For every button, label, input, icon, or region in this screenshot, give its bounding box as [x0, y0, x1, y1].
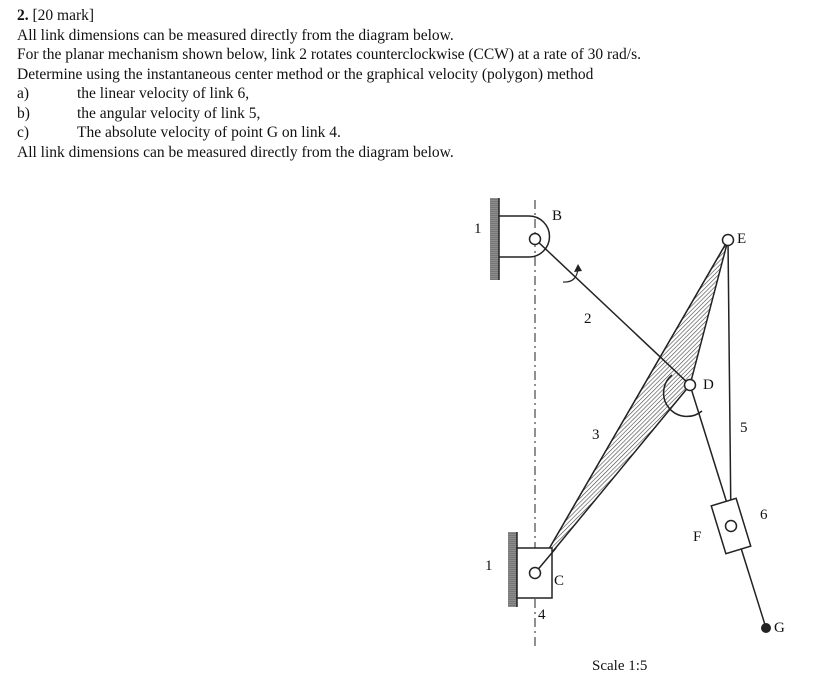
- point-g-dot: [761, 623, 771, 633]
- part-label: a): [17, 85, 30, 102]
- part-text: the angular velocity of link 5,: [77, 104, 261, 122]
- label-link-3: 3: [592, 427, 600, 443]
- part-text: The absolute velocity of point G on link 4.: [77, 124, 341, 141]
- pin-c: [530, 568, 541, 579]
- part-text: the linear velocity of link 6,: [77, 85, 250, 102]
- question-marks: [20 mark]: [32, 7, 95, 24]
- label-e: E: [737, 231, 747, 247]
- pin-b: [530, 234, 541, 245]
- omega-arrowhead: [574, 264, 582, 272]
- label-c: C: [554, 573, 565, 589]
- label-ground-top: 1: [474, 221, 482, 237]
- label-ground-bottom: 1: [485, 558, 493, 574]
- label-link-2: 2: [584, 311, 592, 327]
- pin-f: [726, 521, 737, 532]
- label-link-6: 6: [760, 507, 768, 523]
- pin-d: [685, 380, 696, 391]
- label-link-4: 4: [538, 607, 546, 623]
- ground-bottom: [508, 532, 517, 607]
- label-b: B: [552, 208, 563, 224]
- problem-line-1: For the planar mechanism shown below, link 2 rotates counterclockwise (CCW) at a rate of 30 rad/s.: [17, 46, 641, 63]
- part-label: b): [17, 104, 30, 122]
- pin-e: [723, 235, 734, 246]
- outro-text: All link dimensions can be measured directly from the diagram below.: [17, 143, 454, 161]
- problem-line-2: Determine using the instantaneous center method or the graphical velocity (polygon) method: [17, 65, 594, 83]
- label-link-5: 5: [740, 420, 748, 436]
- intro-text: All link dimensions can be measured directly from the diagram below.: [17, 26, 454, 44]
- label-f: F: [693, 529, 702, 545]
- part-label: c): [17, 124, 30, 141]
- link-3-edge: [535, 240, 728, 573]
- question-number: 2.: [17, 7, 29, 24]
- link-5: [728, 240, 731, 526]
- link-2: [535, 239, 690, 385]
- label-d: D: [703, 377, 714, 393]
- label-g: G: [774, 620, 785, 636]
- scale-label: Scale 1:5: [592, 658, 648, 674]
